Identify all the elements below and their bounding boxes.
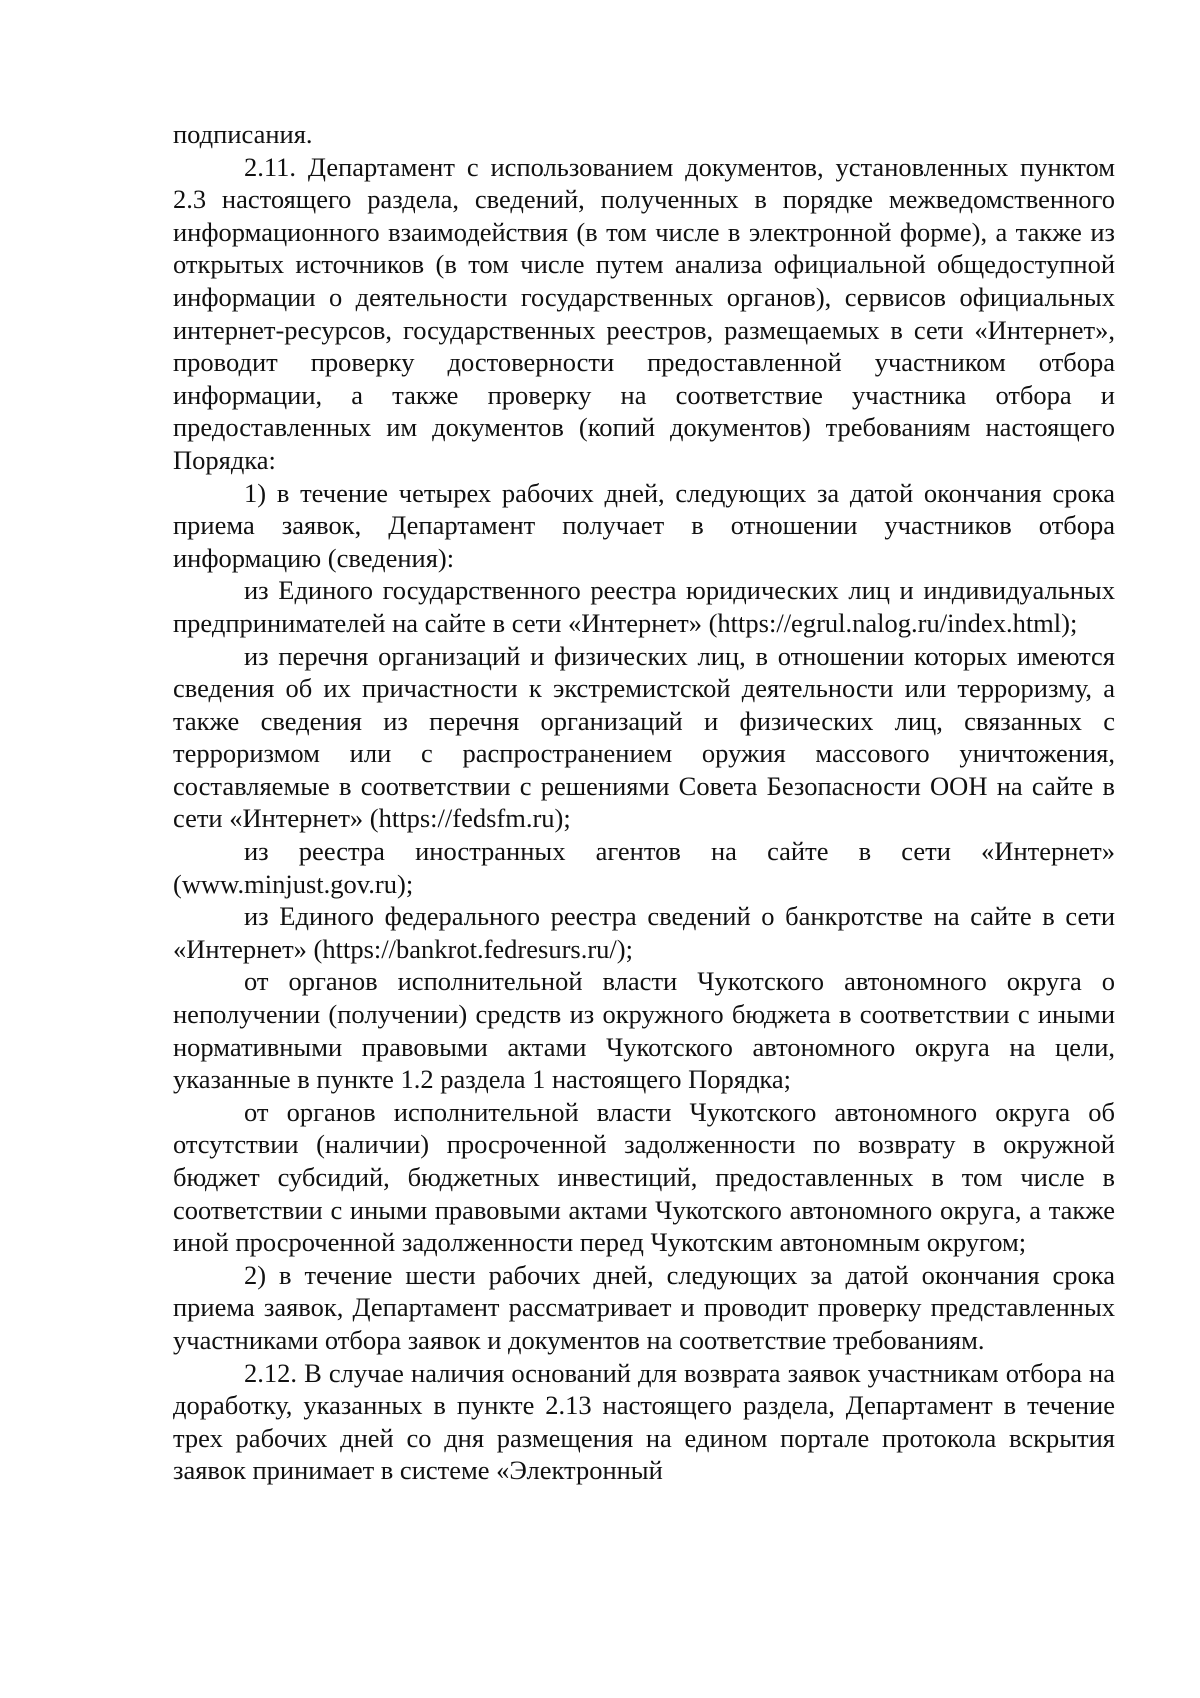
paragraph-debt: от органов исполнительной власти Чукотского автономного округа об отсутствии (наличии) просроченной задолженности по возврату в окружной бюджет субсидий, бюджетных инвестиций, предоставленных в том числе в соответствии с иными правовыми актами Чукотского автономного округа, а также иной просроченной задолженности перед Чукотским автономным округом; [173,1096,1115,1258]
paragraph-item-2: 2) в течение шести рабочих дней, следующих за датой окончания срока приема заявок, Департамент рассматривает и проводит проверку представленных участниками отбора заявок и документов на соответствие требованиям. [173,1259,1115,1355]
paragraph-foreign-agents: из реестра иностранных агентов на сайте в сети «Интернет» (www.minjust.gov.ru); [173,836,1115,899]
document-page [173,118,1115,1487]
paragraph-continuation: подписания. [173,119,313,149]
paragraph-item-1: 1) в течение четырех рабочих дней, следующих за датой окончания срока приема заявок, Департамент получает в отношении участников отбора информацию (сведения): [173,477,1115,573]
paragraph-egrul: из Единого государственного реестра юридических лиц и индивидуальных предпринимателей на сайте в сети «Интернет» (https://egrul.nalog.ru/index.html); [173,575,1115,638]
paragraph-2-12: 2.12. В случае наличия оснований для возврата заявок участникам отбора на доработку, указанных в пункте 2.13 настоящего раздела, Департамент в течение трех рабочих дней со дня размещения на едином портале протокола вскрытия заявок принимает в системе «Электронный [173,1357,1115,1486]
paragraph-funds: от органов исполнительной власти Чукотского автономного округа о неполучении (получении) средств из окружного бюджета в соответствии с иными нормативными правовыми актами Чукотского автономного округа на цели, указанные в пункте 1.2 раздела 1 настоящего Порядка; [173,966,1115,1095]
paragraph-terrorism-list: из перечня организаций и физических лиц, в отношении которых имеются сведения об их причастности к экстремистской деятельности или терроризму, а также сведения из перечня организаций и физических лиц, связанных с терроризмом или с распространением оружия массового уничтожения, составляемые в соответствии с решениями Совета Безопасности ООН на сайте в сети «Интернет» (https://fedsfm.ru); [173,640,1115,834]
paragraph-bankruptcy: из Единого федерального реестра сведений о банкротстве на сайте в сети «Интернет» (https://bankrot.fedresurs.ru/); [173,901,1115,964]
paragraph-2-11: 2.11. Департамент с использованием документов, установленных пунктом 2.3 настоящего раздела, сведений, полученных в порядке межведомственного информационного взаимодействия (в том числе в электронной форме), а также из открытых источников (в том числе путем анализа официальной общедоступной информации о деятельности государственных органов), сервисов официальных интернет-ресурсов, государственных реестров, размещаемых в сети «Интернет», проводит проверку достоверности предоставленной участником отбора информации, а также проверку на соответствие участника отбора и предоставленных им документов (копий документов) требованиям настоящего Порядка: [173,151,1115,475]
